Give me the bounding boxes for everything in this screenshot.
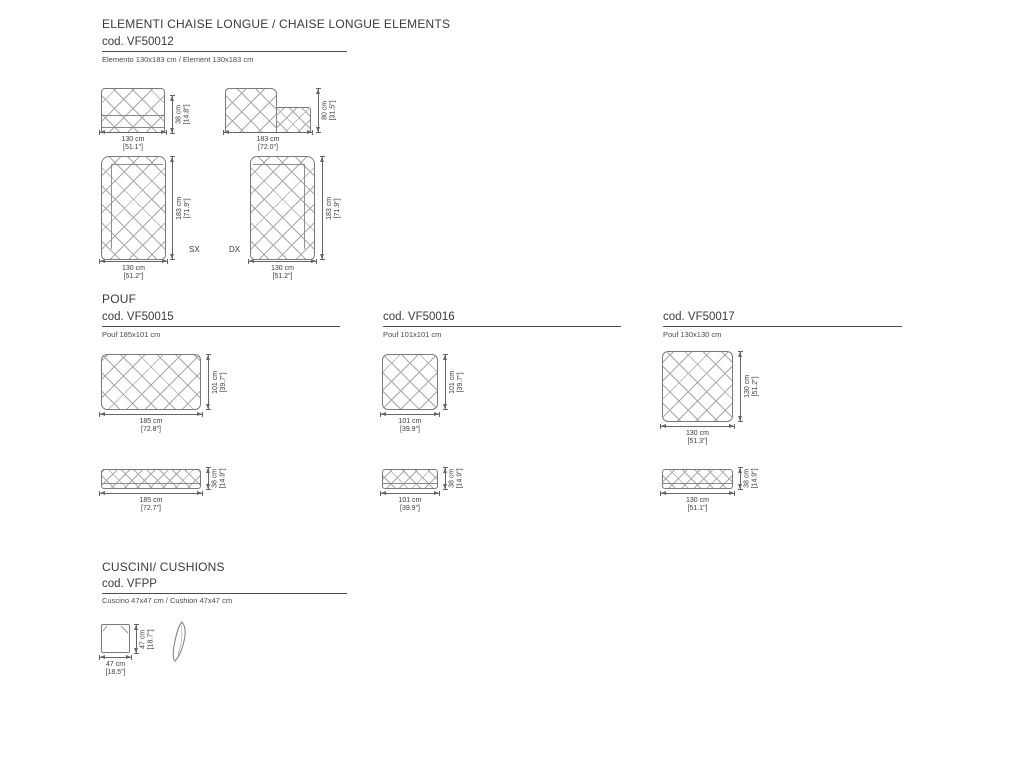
pouf-2-front-width-dimension: 101 cm [39.9"]	[380, 491, 440, 514]
cushion-front-diagram	[101, 624, 130, 653]
pouf-3-top-height-dimension: 130 cm [51.2"]	[738, 351, 762, 422]
chaise-front-width-dimension: 130 cm [51.1"]	[99, 130, 167, 153]
pouf-2-top-height-dimension: 101 cm [39.7"]	[443, 354, 467, 410]
pouf-2-top-width-dimension: 101 cm [39.9"]	[380, 412, 440, 435]
chaise-front-height-dimension: 38 cm [14.8"]	[170, 95, 194, 134]
dx-label: DX	[229, 245, 241, 254]
product-code-chaise: cod. VF50012	[102, 36, 347, 52]
product-code-pouf-3: cod. VF50017	[663, 311, 902, 327]
cushion-height-dimension: 47 cm [18.7"]	[134, 624, 158, 654]
product-code-pouf-1: cod. VF50015	[102, 311, 340, 327]
product-subtitle-pouf-1: Pouf 185x101 cm	[102, 330, 161, 339]
pouf-1-top-width-dimension: 185 cm [72.8"]	[99, 412, 203, 435]
cushion-crease-lines	[102, 625, 129, 652]
pouf-1-top-diagram	[101, 354, 201, 410]
chaise-front-diagram	[101, 88, 165, 133]
pouf-2-front-diagram	[382, 469, 438, 489]
section-title-cushions: CUSCINI/ CUSHIONS	[102, 560, 225, 574]
product-subtitle-cushions: Cuscino 47x47 cm / Cushion 47x47 cm	[102, 596, 233, 605]
product-subtitle-chaise: Elemento 130x183 cm / Element 130x183 cm	[102, 55, 254, 64]
pouf-3-top-diagram	[662, 351, 733, 422]
cushion-width-dimension: 47 cm [18.5"]	[99, 655, 132, 678]
sx-label: SX	[189, 245, 200, 254]
pouf-3-top-width-dimension: 130 cm [51.3"]	[660, 424, 735, 447]
chaise-top-dx-diagram	[250, 156, 315, 260]
pouf-1-front-height-dimension: 38 cm [14.9"]	[206, 467, 230, 490]
pouf-1-front-diagram	[101, 469, 201, 489]
chaise-top-sx-width-dimension: 130 cm [51.2"]	[99, 259, 168, 282]
chaise-top-sx-diagram	[101, 156, 166, 260]
product-code-cushions: cod. VFPP	[102, 578, 347, 594]
pouf-3-front-diagram	[662, 469, 733, 489]
product-code-pouf-2: cod. VF50016	[383, 311, 621, 327]
chaise-side-height-dimension: 80 cm [31.5"]	[316, 88, 340, 133]
pouf-1-front-width-dimension: 185 cm [72.7"]	[99, 491, 203, 514]
chaise-top-dx-height-dimension: 183 cm [71.9"]	[320, 156, 344, 260]
pouf-3-front-width-dimension: 130 cm [51.1"]	[660, 491, 735, 514]
pouf-2-front-height-dimension: 38 cm [14.9"]	[443, 467, 467, 490]
product-subtitle-pouf-2: Pouf 101x101 cm	[383, 330, 442, 339]
pouf-3-front-height-dimension: 38 cm [14.9"]	[738, 467, 762, 490]
pouf-2-top-diagram	[382, 354, 438, 410]
product-subtitle-pouf-3: Pouf 130x130 cm	[663, 330, 722, 339]
chaise-top-dx-width-dimension: 130 cm [51.2"]	[248, 259, 317, 282]
pouf-1-top-height-dimension: 101 cm [39.7"]	[206, 354, 230, 410]
chaise-side-width-dimension: 183 cm [72.0"]	[223, 130, 313, 153]
section-title-chaise: ELEMENTI CHAISE LONGUE / CHAISE LONGUE ELEMENTS	[102, 17, 451, 31]
section-title-pouf: POUF	[102, 292, 137, 306]
chaise-top-sx-height-dimension: 183 cm [71.9"]	[170, 156, 194, 260]
chaise-side-diagram	[225, 88, 311, 133]
cushion-side-diagram	[168, 620, 192, 664]
